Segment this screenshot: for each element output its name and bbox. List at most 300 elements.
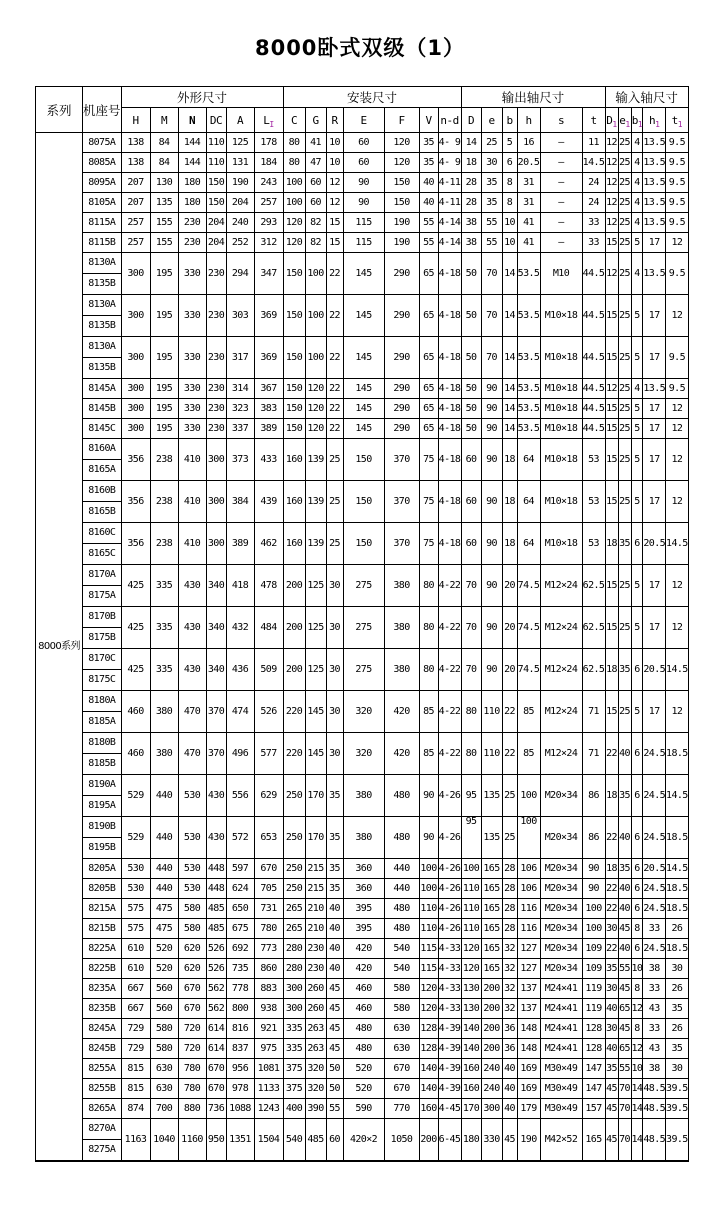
value-cell: 440: [384, 859, 419, 879]
value-cell: 60: [305, 173, 326, 193]
value-cell: M24×41: [540, 1019, 582, 1039]
value-cell: M12×24: [540, 649, 582, 691]
value-cell: 448: [206, 879, 226, 899]
value-cell: 4-33: [438, 979, 461, 999]
table-row: [36, 979, 689, 999]
value-cell: 64: [517, 523, 540, 565]
value-cell: 119: [582, 999, 605, 1019]
value-cell: 44.5: [582, 253, 605, 295]
value-cell: 18.5: [666, 879, 689, 899]
frame-number: 8135B: [88, 362, 116, 373]
value-cell: 4-39: [438, 1059, 461, 1079]
value-cell: 44.5: [582, 399, 605, 419]
value-cell: 4-33: [438, 959, 461, 979]
table-head: [36, 87, 689, 133]
frame-number: 8130A: [83, 253, 121, 274]
value-cell: 25: [618, 193, 631, 213]
frame-number-cell: [83, 607, 122, 649]
column-header: $D_1$: [605, 108, 618, 133]
value-cell: 290: [384, 295, 419, 337]
value-cell: 526: [206, 939, 226, 959]
value-cell: 75: [419, 523, 438, 565]
value-cell: 85: [517, 733, 540, 775]
dimension-table: [35, 86, 689, 1162]
value-cell: 90: [481, 565, 502, 607]
value-cell: 6: [631, 859, 643, 879]
column-header: $L_I$: [254, 108, 283, 133]
value-cell: 14: [502, 337, 517, 379]
value-cell: 139: [305, 523, 326, 565]
frame-number-cell: [83, 253, 122, 295]
value-cell: 1081: [254, 1059, 283, 1079]
value-cell: 420: [384, 691, 419, 733]
value-cell: 110: [206, 133, 226, 153]
value-cell: 9.5: [666, 213, 689, 233]
table-row: [36, 607, 689, 649]
value-cell: 45: [618, 1019, 631, 1039]
value-cell: 80: [283, 153, 305, 173]
value-cell: 705: [254, 879, 283, 899]
value-cell: 41: [305, 133, 326, 153]
value-cell: 360: [343, 859, 384, 879]
value-cell: 195: [150, 399, 178, 419]
value-cell: 5: [631, 481, 643, 523]
value-cell: 20: [502, 565, 517, 607]
value-cell: 150: [206, 173, 226, 193]
value-cell: 65: [419, 295, 438, 337]
frame-number: 8170C: [83, 649, 121, 670]
value-cell: 470: [178, 691, 206, 733]
value-cell: 140: [419, 1059, 438, 1079]
value-cell: 25: [618, 173, 631, 193]
value-cell: 4-18: [438, 379, 461, 399]
value-cell: 735: [226, 959, 254, 979]
value-cell: 670: [206, 1059, 226, 1079]
value-cell: 64: [517, 481, 540, 523]
frame-number-cell: [83, 733, 122, 775]
value-cell: 340: [206, 607, 226, 649]
value-cell: 12: [605, 173, 618, 193]
value-cell: 474: [226, 691, 254, 733]
value-cell: 100: [283, 193, 305, 213]
value-cell: 24: [582, 173, 605, 193]
value-cell: 44.5: [582, 379, 605, 399]
value-cell: 100: [305, 337, 326, 379]
value-cell: 74.5: [517, 649, 540, 691]
value-cell: 30: [326, 607, 343, 649]
value-cell: 140: [419, 1079, 438, 1099]
value-cell: 496: [226, 733, 254, 775]
value-cell: 14: [502, 295, 517, 337]
value-cell: 293: [254, 213, 283, 233]
value-cell: 240: [481, 1059, 502, 1079]
value-cell: 815: [121, 1059, 150, 1079]
value-cell: 529: [121, 817, 150, 859]
value-cell: 4: [631, 253, 643, 295]
value-cell: 65: [618, 999, 631, 1019]
value-cell: 24.5: [643, 899, 666, 919]
table-row: [36, 859, 689, 879]
value-cell: 380: [343, 817, 384, 859]
value-cell: 5: [631, 565, 643, 607]
value-cell: 30: [666, 959, 689, 979]
frame-number: 8175A: [88, 590, 116, 601]
value-cell: 95: [461, 817, 481, 859]
value-cell: 395: [343, 899, 384, 919]
value-cell: 290: [384, 399, 419, 419]
value-cell: 12: [631, 999, 643, 1019]
value-cell: 4-18: [438, 253, 461, 295]
value-cell: 28: [502, 919, 517, 939]
value-cell: 220: [283, 691, 305, 733]
value-cell: —: [540, 153, 582, 173]
value-cell: 462: [254, 523, 283, 565]
value-cell: 230: [206, 295, 226, 337]
value-cell: 25: [618, 153, 631, 173]
column-header: F: [384, 108, 419, 133]
value-cell: 55: [481, 233, 502, 253]
value-cell: M10: [540, 253, 582, 295]
column-header: C: [283, 108, 305, 133]
value-cell: 12: [666, 295, 689, 337]
value-cell: 300: [206, 523, 226, 565]
value-cell: 530: [178, 859, 206, 879]
value-cell: 200: [481, 999, 502, 1019]
value-cell: 35: [618, 859, 631, 879]
table-row: [36, 233, 689, 253]
value-cell: 230: [206, 337, 226, 379]
value-cell: 383: [254, 399, 283, 419]
value-cell: 44.5: [582, 419, 605, 439]
frame-number-cell: [83, 565, 122, 607]
value-cell: 4: [631, 193, 643, 213]
value-cell: 4-18: [438, 295, 461, 337]
value-cell: 4-11: [438, 193, 461, 213]
value-cell: 630: [384, 1019, 419, 1039]
value-cell: M20×34: [540, 879, 582, 899]
frame-number: 8160C: [83, 523, 121, 544]
value-cell: 4-14: [438, 233, 461, 253]
value-cell: 577: [254, 733, 283, 775]
value-cell: 190: [384, 213, 419, 233]
value-cell: 22: [326, 379, 343, 399]
value-cell: 275: [343, 565, 384, 607]
value-cell: 110: [419, 919, 438, 939]
value-cell: 25: [326, 481, 343, 523]
value-cell: 145: [305, 691, 326, 733]
value-cell: M12×24: [540, 607, 582, 649]
value-cell: 670: [384, 1059, 419, 1079]
value-cell: 12: [605, 193, 618, 213]
value-cell: 460: [121, 691, 150, 733]
table-row: [36, 959, 689, 979]
value-cell: 110: [461, 919, 481, 939]
value-cell: 110: [481, 691, 502, 733]
value-cell: 70: [461, 607, 481, 649]
value-cell: 330: [178, 379, 206, 399]
value-cell: 17: [643, 691, 666, 733]
value-cell: 150: [343, 481, 384, 523]
value-cell: 12: [666, 419, 689, 439]
value-cell: 5: [631, 607, 643, 649]
value-cell: 25: [502, 775, 517, 817]
value-cell: 529: [121, 775, 150, 817]
value-cell: 35: [605, 1059, 618, 1079]
value-cell: 5: [631, 337, 643, 379]
value-cell: 36: [502, 1019, 517, 1039]
value-cell: 44.5: [582, 337, 605, 379]
value-cell: 20.5: [643, 859, 666, 879]
value-cell: 300: [121, 253, 150, 295]
value-cell: 140: [461, 1039, 481, 1059]
group-header: 输出轴尺寸: [461, 87, 605, 108]
value-cell: —: [540, 213, 582, 233]
value-cell: 22: [605, 817, 618, 859]
value-cell: M30×49: [540, 1079, 582, 1099]
value-cell: 50: [461, 419, 481, 439]
value-cell: 330: [178, 337, 206, 379]
value-cell: 4-18: [438, 439, 461, 481]
value-cell: M10×18: [540, 439, 582, 481]
table-row: [36, 879, 689, 899]
value-cell: 720: [178, 1039, 206, 1059]
value-cell: 144: [178, 133, 206, 153]
value-cell: 40: [618, 817, 631, 859]
value-cell: 300: [206, 481, 226, 523]
value-cell: 330: [178, 295, 206, 337]
value-cell: 24: [582, 193, 605, 213]
value-cell: 75: [419, 481, 438, 523]
value-cell: 100: [419, 879, 438, 899]
value-cell: 130: [150, 173, 178, 193]
frame-number-cell: [83, 649, 122, 691]
value-cell: 179: [517, 1099, 540, 1119]
value-cell: 15: [605, 295, 618, 337]
value-cell: 45: [605, 1099, 618, 1119]
value-cell: 620: [178, 959, 206, 979]
value-cell: 290: [384, 337, 419, 379]
value-cell: 169: [517, 1059, 540, 1079]
value-cell: 150: [283, 399, 305, 419]
value-cell: 120: [384, 153, 419, 173]
value-cell: 145: [343, 295, 384, 337]
value-cell: 6: [631, 775, 643, 817]
value-cell: 39.5: [666, 1099, 689, 1119]
value-cell: 13.5: [643, 193, 666, 213]
column-header: $t_1$: [666, 108, 689, 133]
value-cell: 12: [666, 481, 689, 523]
value-cell: 340: [206, 649, 226, 691]
value-cell: 335: [150, 607, 178, 649]
value-cell: 65: [419, 253, 438, 295]
value-cell: 85: [419, 691, 438, 733]
value-cell: 24.5: [643, 879, 666, 899]
value-cell: 280: [283, 959, 305, 979]
value-cell: —: [540, 133, 582, 153]
value-cell: 773: [254, 939, 283, 959]
value-cell: 4: [631, 133, 643, 153]
value-cell: 290: [384, 253, 419, 295]
value-cell: 433: [254, 439, 283, 481]
value-cell: M24×41: [540, 979, 582, 999]
value-cell: 50: [461, 399, 481, 419]
value-cell: 300: [121, 419, 150, 439]
value-cell: 148: [517, 1039, 540, 1059]
value-cell: 22: [326, 337, 343, 379]
value-cell: 70: [481, 253, 502, 295]
value-cell: 360: [343, 879, 384, 899]
value-cell: 157: [582, 1099, 605, 1119]
value-cell: 25: [502, 817, 517, 859]
value-cell: 778: [226, 979, 254, 999]
value-cell: 480: [343, 1019, 384, 1039]
frame-number: 8180A: [83, 691, 121, 712]
value-cell: 195: [150, 295, 178, 337]
value-cell: M20×34: [540, 817, 582, 859]
column-header: A: [226, 108, 254, 133]
value-cell: 294: [226, 253, 254, 295]
frame-number-cell: 8205B: [83, 879, 122, 899]
series-column-header: 系列: [36, 87, 83, 133]
value-cell: 670: [384, 1079, 419, 1099]
value-cell: 4-26: [438, 879, 461, 899]
value-cell: 28: [461, 173, 481, 193]
column-header: $e_1$: [618, 108, 631, 133]
value-cell: 15: [605, 481, 618, 523]
value-cell: 630: [150, 1079, 178, 1099]
value-cell: 6: [631, 523, 643, 565]
frame-number: 8160A: [83, 439, 121, 460]
value-cell: 230: [305, 959, 326, 979]
value-cell: 395: [343, 919, 384, 939]
column-header: G: [305, 108, 326, 133]
value-cell: 667: [121, 999, 150, 1019]
value-cell: 12: [666, 439, 689, 481]
value-cell: 160: [283, 523, 305, 565]
value-cell: 9.5: [666, 133, 689, 153]
value-cell: 478: [254, 565, 283, 607]
value-cell: 35: [618, 523, 631, 565]
value-cell: 25: [618, 233, 631, 253]
value-cell: 70: [481, 337, 502, 379]
value-cell: 15: [605, 691, 618, 733]
value-cell: 55: [326, 1099, 343, 1119]
value-cell: 53: [582, 481, 605, 523]
value-cell: 50: [461, 295, 481, 337]
value-cell: 35: [618, 649, 631, 691]
value-cell: 41: [517, 213, 540, 233]
value-cell: 14: [502, 419, 517, 439]
value-cell: 975: [254, 1039, 283, 1059]
value-cell: 22: [605, 733, 618, 775]
value-cell: 128: [582, 1019, 605, 1039]
frame-number-column-header: 机座号: [83, 87, 122, 133]
value-cell: 252: [226, 233, 254, 253]
value-cell: 38: [643, 1059, 666, 1079]
value-cell: 80: [419, 607, 438, 649]
value-cell: 119: [582, 979, 605, 999]
value-cell: 15: [326, 213, 343, 233]
value-cell: 15: [605, 399, 618, 419]
value-cell: 14.5: [666, 523, 689, 565]
value-cell: 731: [254, 899, 283, 919]
value-cell: 312: [254, 233, 283, 253]
value-cell: 330: [178, 399, 206, 419]
value-cell: 30: [326, 565, 343, 607]
value-cell: 440: [150, 859, 178, 879]
value-cell: 520: [150, 959, 178, 979]
value-cell: 389: [226, 523, 254, 565]
value-cell: 800: [226, 999, 254, 1019]
value-cell: 25: [326, 523, 343, 565]
value-cell: 520: [150, 939, 178, 959]
value-cell: 22: [605, 879, 618, 899]
value-cell: 17: [643, 419, 666, 439]
value-cell: 110: [461, 879, 481, 899]
value-cell: 71: [582, 733, 605, 775]
value-cell: 45: [618, 919, 631, 939]
value-cell: 60: [326, 1119, 343, 1162]
value-cell: 10: [631, 1059, 643, 1079]
value-cell: 330: [481, 1119, 502, 1162]
value-cell: 780: [178, 1079, 206, 1099]
value-cell: 165: [481, 859, 502, 879]
value-cell: M24×41: [540, 1039, 582, 1059]
value-cell: 562: [206, 999, 226, 1019]
frame-number-cell: 8225B: [83, 959, 122, 979]
table-row: [36, 379, 689, 399]
value-cell: 485: [206, 919, 226, 939]
value-cell: 22: [502, 733, 517, 775]
value-cell: 484: [254, 607, 283, 649]
value-cell: 137: [517, 979, 540, 999]
value-cell: 110: [481, 733, 502, 775]
value-cell: 139: [305, 439, 326, 481]
frame-number: 8165A: [88, 464, 116, 475]
value-cell: 5: [631, 233, 643, 253]
value-cell: 250: [283, 817, 305, 859]
value-cell: 145: [305, 733, 326, 775]
value-cell: 6: [631, 817, 643, 859]
value-cell: 65: [419, 419, 438, 439]
value-cell: 138: [121, 133, 150, 153]
group-header: 安装尺寸: [283, 87, 461, 108]
table-row: [36, 523, 689, 565]
table-row: [36, 481, 689, 523]
value-cell: 40: [502, 1059, 517, 1079]
value-cell: 425: [121, 649, 150, 691]
value-cell: 18.5: [666, 733, 689, 775]
value-cell: 530: [178, 879, 206, 899]
value-cell: 160: [283, 439, 305, 481]
value-cell: 60: [343, 153, 384, 173]
value-cell: 22: [326, 399, 343, 419]
value-cell: 670: [178, 999, 206, 1019]
value-cell: 127: [517, 959, 540, 979]
column-header: V: [419, 108, 438, 133]
frame-number-cell: 8115B: [83, 233, 122, 253]
column-header: b: [502, 108, 517, 133]
value-cell: 300: [121, 399, 150, 419]
value-cell: 90: [481, 607, 502, 649]
value-cell: 4-11: [438, 173, 461, 193]
value-cell: 155: [150, 233, 178, 253]
table-row: [36, 399, 689, 419]
value-cell: 90: [481, 419, 502, 439]
value-cell: 90: [481, 481, 502, 523]
value-cell: 4-45: [438, 1099, 461, 1119]
value-cell: 55: [618, 959, 631, 979]
